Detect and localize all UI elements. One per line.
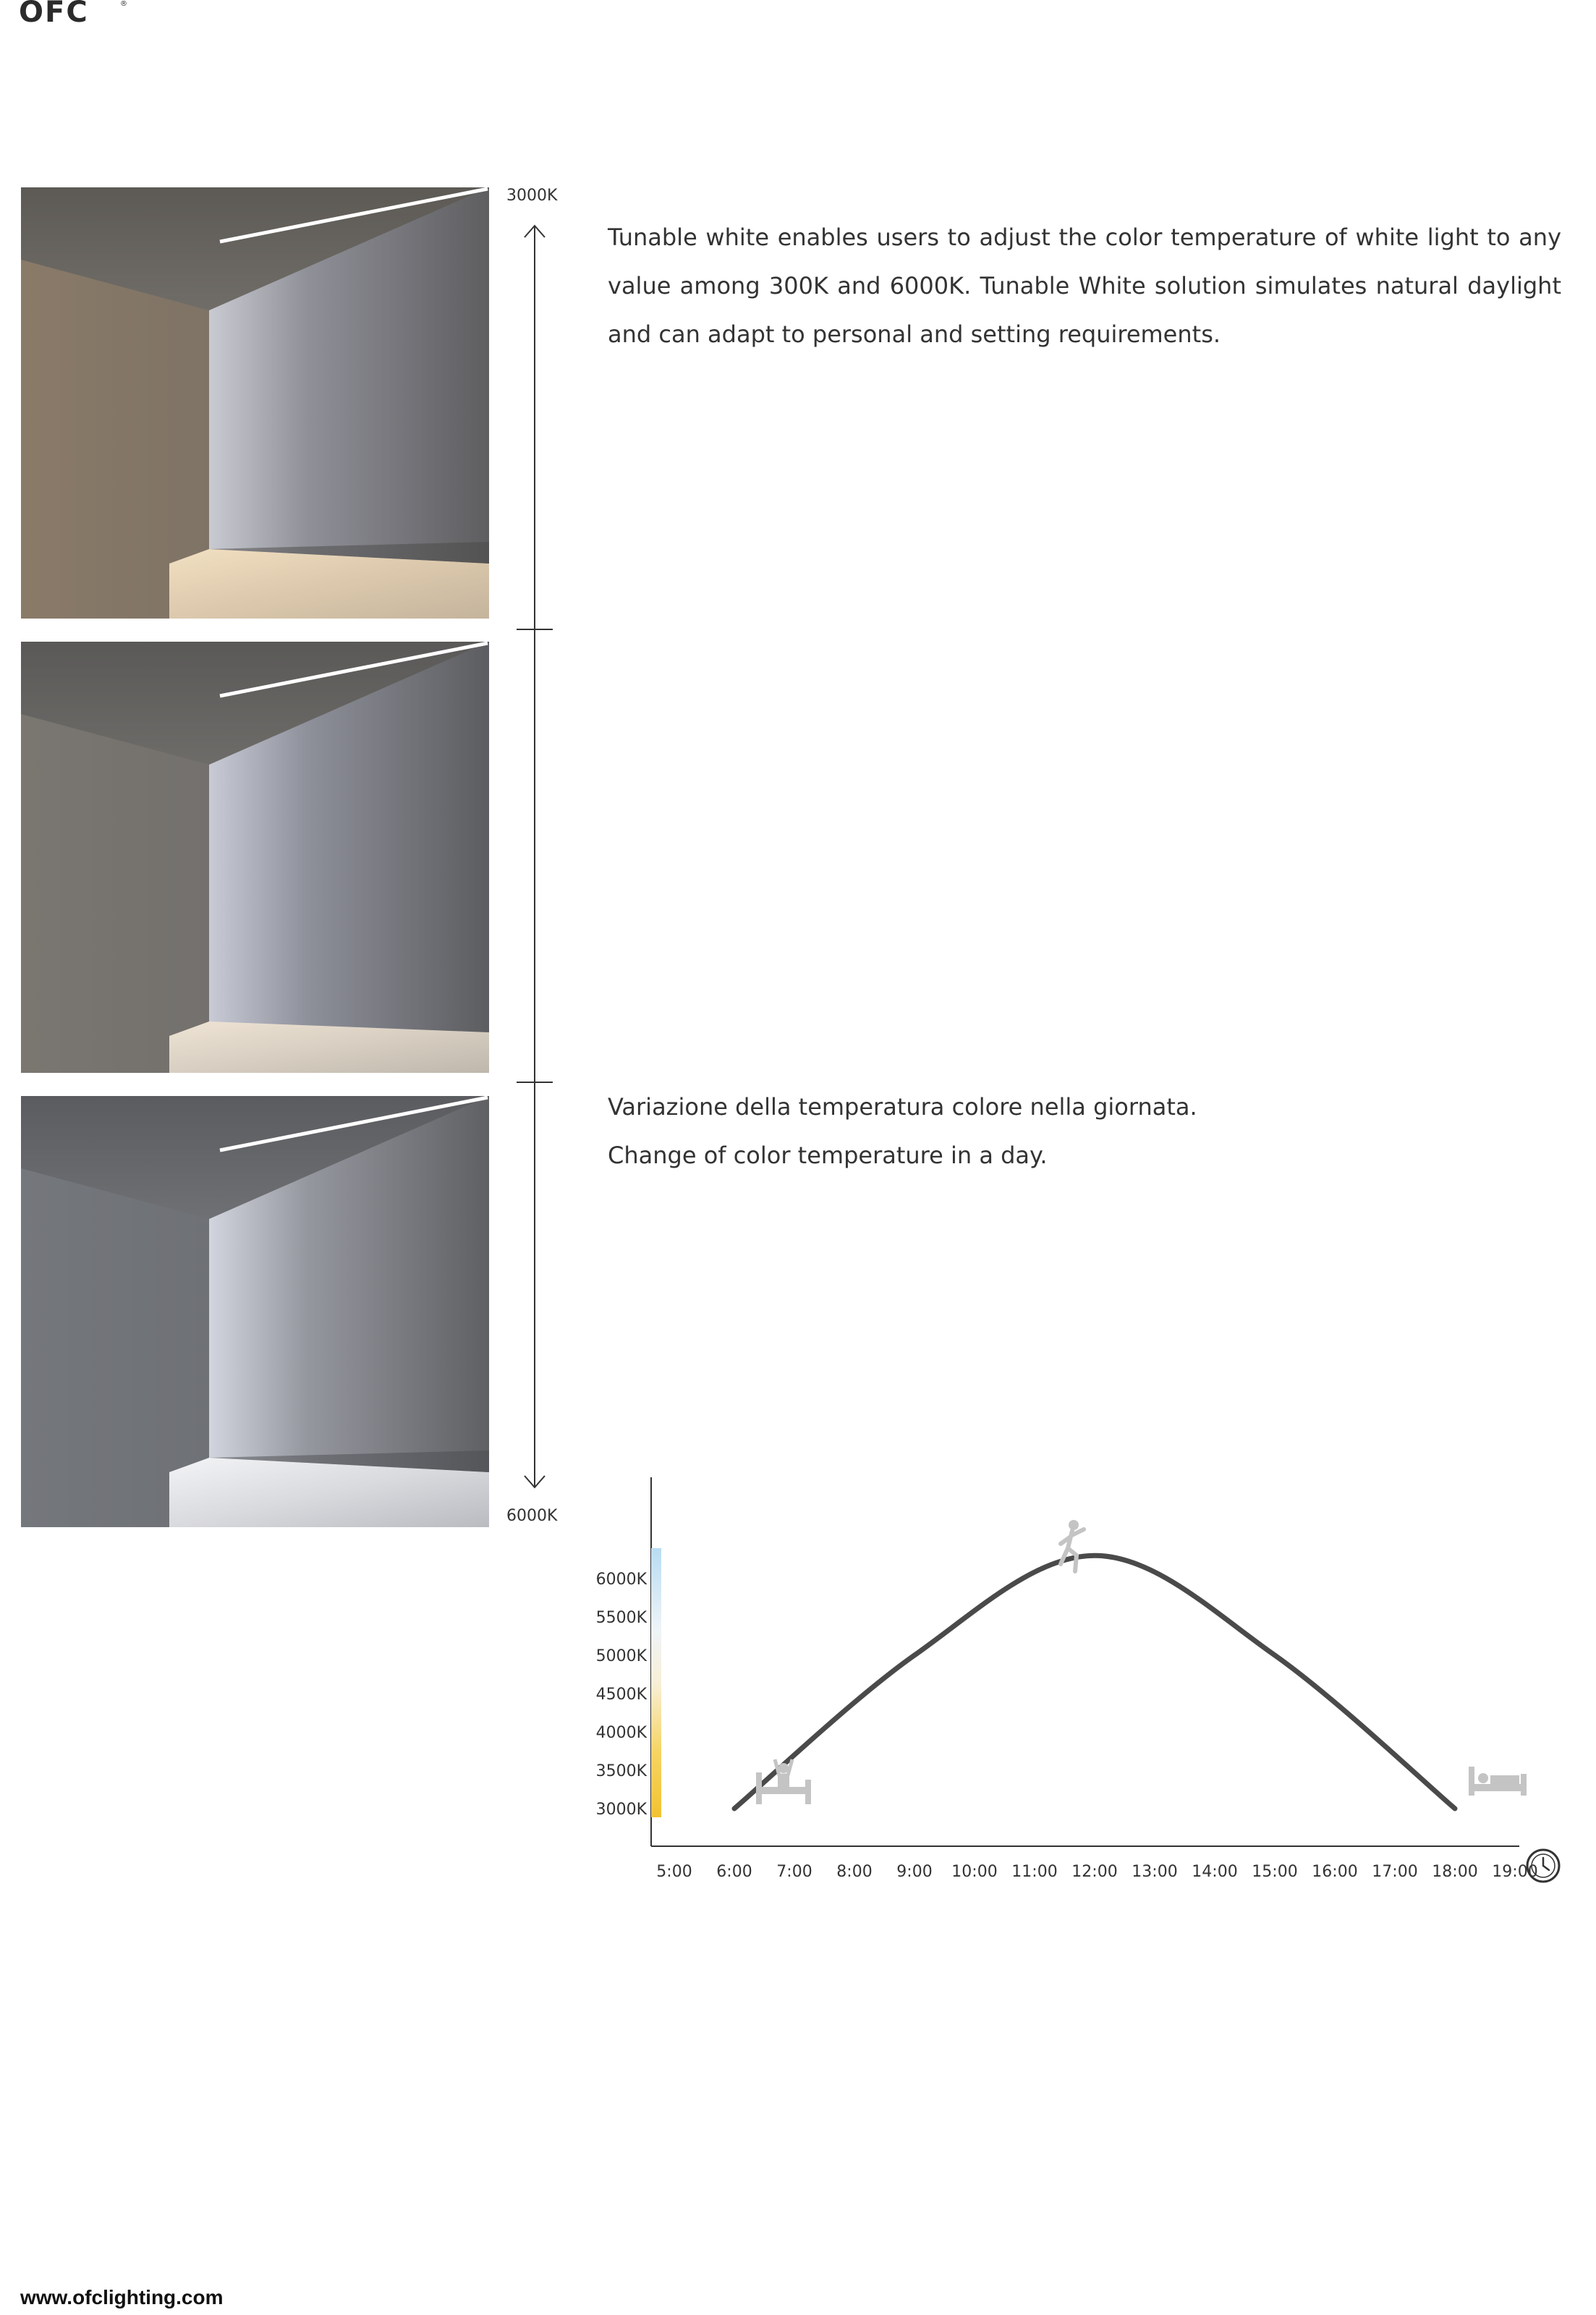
- y-tick-label: 5000K: [595, 1647, 647, 1665]
- room-render-4500k: [21, 642, 489, 1073]
- y-tick-labels: [596, 1571, 648, 1819]
- x-tick-label: 19:00: [1492, 1863, 1538, 1881]
- variation-title-italian: Variazione della temperatura colore nella giornata.: [608, 1093, 1197, 1121]
- website-link[interactable]: www.ofclighting.com: [20, 2286, 224, 2308]
- intro-paragraph: Tunable white enables users to adjust the color temperature of white light to any value among 300K and 6000K. Tunable White solution simulates natural daylight and can adapt to personal and setting requirements.: [608, 224, 1561, 348]
- variation-title-english: Change of color temperature in a day.: [608, 1142, 1048, 1169]
- x-tick-labels: [656, 1863, 1537, 1881]
- x-tick-label: 12:00: [1071, 1863, 1118, 1881]
- room-render-6000k: [21, 1096, 489, 1527]
- x-tick-label: 7:00: [776, 1863, 812, 1881]
- color-temperature-chart: [572, 1469, 1570, 1895]
- temperature-scale-axis: [506, 210, 557, 1498]
- x-tick-label: 18:00: [1432, 1863, 1478, 1881]
- y-tick-label: 4500K: [595, 1686, 647, 1704]
- x-tick-label: 15:00: [1252, 1863, 1298, 1881]
- y-tick-label: 3000K: [595, 1801, 647, 1819]
- scale-top-label: 3000K: [506, 187, 558, 205]
- x-tick-label: 13:00: [1132, 1863, 1178, 1881]
- y-tick-label: 3500K: [595, 1762, 647, 1780]
- x-tick-label: 6:00: [716, 1863, 752, 1881]
- ofc-logo: [19, 0, 127, 29]
- color-temperature-bar: [651, 1548, 661, 1817]
- clock-icon: [1527, 1850, 1559, 1882]
- scale-bottom-label: 6000K: [506, 1507, 558, 1525]
- registered-mark: ®: [120, 0, 127, 8]
- logo-text: OFC: [19, 0, 89, 29]
- chart-series: [734, 1555, 1455, 1809]
- x-tick-label: 14:00: [1192, 1863, 1238, 1881]
- x-tick-label: 16:00: [1312, 1863, 1358, 1881]
- y-tick-label: 4000K: [595, 1724, 647, 1742]
- active-person-icon: [1061, 1520, 1084, 1571]
- x-tick-label: 9:00: [896, 1863, 933, 1881]
- x-tick-label: 5:00: [656, 1863, 692, 1881]
- temperature-curve: [734, 1555, 1455, 1809]
- y-tick-label: 5500K: [595, 1609, 647, 1627]
- x-tick-label: 10:00: [951, 1863, 998, 1881]
- x-tick-label: 11:00: [1011, 1863, 1058, 1881]
- x-tick-label: 8:00: [836, 1863, 873, 1881]
- sleep-bed-icon: [1469, 1767, 1527, 1796]
- room-render-3000k: [21, 187, 489, 619]
- y-tick-label: 6000K: [595, 1571, 647, 1589]
- x-tick-label: 17:00: [1372, 1863, 1418, 1881]
